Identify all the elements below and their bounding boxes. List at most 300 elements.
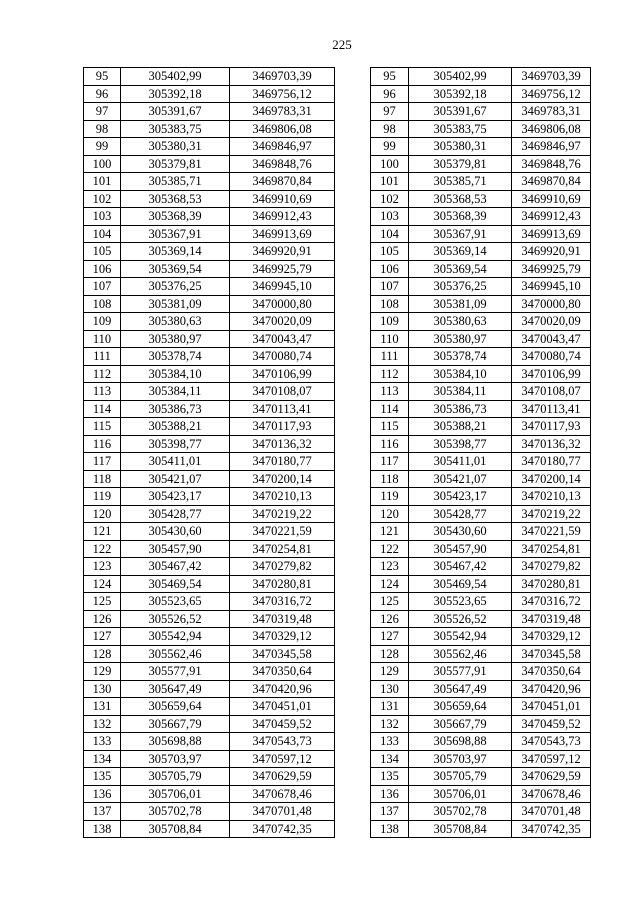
x-coordinate-cell: 305380,63 xyxy=(121,313,230,331)
point-number-cell: 127 xyxy=(371,628,409,646)
point-number-cell: 105 xyxy=(84,243,121,261)
x-coordinate-cell: 305526,52 xyxy=(409,610,512,628)
y-coordinate-cell: 3469703,39 xyxy=(230,68,335,86)
table-row xyxy=(84,383,335,401)
point-number-cell: 126 xyxy=(371,610,409,628)
table-row xyxy=(84,715,335,733)
point-number-cell: 117 xyxy=(84,453,121,471)
point-number-cell: 116 xyxy=(84,435,121,453)
point-number-cell: 110 xyxy=(84,330,121,348)
table-row xyxy=(371,733,591,751)
point-number-cell: 138 xyxy=(371,820,409,838)
table-row xyxy=(371,383,591,401)
y-coordinate-cell: 3470117,93 xyxy=(512,418,591,436)
table-row xyxy=(371,138,591,156)
table-row xyxy=(371,680,591,698)
y-coordinate-cell: 3469920,91 xyxy=(230,243,335,261)
x-coordinate-cell: 305384,11 xyxy=(409,383,512,401)
y-coordinate-cell: 3470106,99 xyxy=(230,365,335,383)
table-row xyxy=(371,820,591,838)
table-row xyxy=(84,680,335,698)
table-row xyxy=(84,610,335,628)
x-coordinate-cell: 305379,81 xyxy=(121,155,230,173)
y-coordinate-cell: 3469703,39 xyxy=(512,68,591,86)
x-coordinate-cell: 305469,54 xyxy=(121,575,230,593)
table-row xyxy=(84,768,335,786)
table-row xyxy=(84,120,335,138)
x-coordinate-cell: 305378,74 xyxy=(121,348,230,366)
point-number-cell: 131 xyxy=(84,698,121,716)
table-row xyxy=(371,523,591,541)
y-coordinate-cell: 3470043,47 xyxy=(230,330,335,348)
table-row xyxy=(84,698,335,716)
table-row xyxy=(371,768,591,786)
x-coordinate-cell: 305467,42 xyxy=(409,558,512,576)
y-coordinate-cell: 3470543,73 xyxy=(512,733,591,751)
point-number-cell: 97 xyxy=(371,103,409,121)
point-number-cell: 122 xyxy=(84,540,121,558)
y-coordinate-cell: 3470597,12 xyxy=(512,750,591,768)
x-coordinate-cell: 305705,79 xyxy=(121,768,230,786)
point-number-cell: 127 xyxy=(84,628,121,646)
x-coordinate-cell: 305376,25 xyxy=(121,278,230,296)
point-number-cell: 100 xyxy=(84,155,121,173)
x-coordinate-cell: 305402,99 xyxy=(121,68,230,86)
x-coordinate-cell: 305542,94 xyxy=(121,628,230,646)
point-number-cell: 137 xyxy=(84,803,121,821)
right-coordinates-table xyxy=(370,67,591,838)
table-row xyxy=(371,593,591,611)
x-coordinate-cell: 305368,39 xyxy=(121,208,230,226)
x-coordinate-cell: 305411,01 xyxy=(121,453,230,471)
table-row xyxy=(371,365,591,383)
y-coordinate-cell: 3469806,08 xyxy=(512,120,591,138)
x-coordinate-cell: 305391,67 xyxy=(409,103,512,121)
table-row xyxy=(371,155,591,173)
table-row xyxy=(371,260,591,278)
point-number-cell: 130 xyxy=(371,680,409,698)
x-coordinate-cell: 305378,74 xyxy=(409,348,512,366)
table-row xyxy=(371,225,591,243)
point-number-cell: 101 xyxy=(371,173,409,191)
y-coordinate-cell: 3469756,12 xyxy=(230,85,335,103)
y-coordinate-cell: 3470279,82 xyxy=(230,558,335,576)
table-row xyxy=(371,330,591,348)
x-coordinate-cell: 305526,52 xyxy=(121,610,230,628)
y-coordinate-cell: 3470280,81 xyxy=(512,575,591,593)
y-coordinate-cell: 3470180,77 xyxy=(230,453,335,471)
point-number-cell: 119 xyxy=(84,488,121,506)
y-coordinate-cell: 3469910,69 xyxy=(512,190,591,208)
table-row xyxy=(84,365,335,383)
table-row xyxy=(84,505,335,523)
y-coordinate-cell: 3470254,81 xyxy=(230,540,335,558)
table-row xyxy=(84,138,335,156)
x-coordinate-cell: 305384,10 xyxy=(409,365,512,383)
x-coordinate-cell: 305385,71 xyxy=(409,173,512,191)
y-coordinate-cell: 3469925,79 xyxy=(230,260,335,278)
y-coordinate-cell: 3470420,96 xyxy=(230,680,335,698)
x-coordinate-cell: 305380,97 xyxy=(121,330,230,348)
table-row xyxy=(84,85,335,103)
x-coordinate-cell: 305388,21 xyxy=(121,418,230,436)
table-row xyxy=(371,418,591,436)
y-coordinate-cell: 3469912,43 xyxy=(230,208,335,226)
y-coordinate-cell: 3470136,32 xyxy=(230,435,335,453)
y-coordinate-cell: 3470219,22 xyxy=(512,505,591,523)
point-number-cell: 99 xyxy=(84,138,121,156)
x-coordinate-cell: 305388,21 xyxy=(409,418,512,436)
table-row xyxy=(371,715,591,733)
table-row xyxy=(371,488,591,506)
point-number-cell: 136 xyxy=(371,785,409,803)
x-coordinate-cell: 305706,01 xyxy=(409,785,512,803)
table-row xyxy=(371,103,591,121)
y-coordinate-cell: 3470319,48 xyxy=(512,610,591,628)
y-coordinate-cell: 3470221,59 xyxy=(230,523,335,541)
x-coordinate-cell: 305647,49 xyxy=(409,680,512,698)
y-coordinate-cell: 3469870,84 xyxy=(512,173,591,191)
y-coordinate-cell: 3470113,41 xyxy=(230,400,335,418)
point-number-cell: 111 xyxy=(84,348,121,366)
table-row xyxy=(371,803,591,821)
x-coordinate-cell: 305562,46 xyxy=(121,645,230,663)
x-coordinate-cell: 305428,77 xyxy=(409,505,512,523)
point-number-cell: 121 xyxy=(371,523,409,541)
point-number-cell: 136 xyxy=(84,785,121,803)
y-coordinate-cell: 3470043,47 xyxy=(512,330,591,348)
x-coordinate-cell: 305380,31 xyxy=(409,138,512,156)
y-coordinate-cell: 3470080,74 xyxy=(512,348,591,366)
point-number-cell: 106 xyxy=(84,260,121,278)
y-coordinate-cell: 3469912,43 xyxy=(512,208,591,226)
point-number-cell: 135 xyxy=(371,768,409,786)
point-number-cell: 98 xyxy=(84,120,121,138)
point-number-cell: 123 xyxy=(84,558,121,576)
point-number-cell: 132 xyxy=(84,715,121,733)
point-number-cell: 108 xyxy=(84,295,121,313)
y-coordinate-cell: 3470136,32 xyxy=(512,435,591,453)
y-coordinate-cell: 3470742,35 xyxy=(230,820,335,838)
y-coordinate-cell: 3470000,80 xyxy=(512,295,591,313)
y-coordinate-cell: 3470108,07 xyxy=(512,383,591,401)
y-coordinate-cell: 3469806,08 xyxy=(230,120,335,138)
left-table-body xyxy=(84,68,335,838)
table-row xyxy=(371,208,591,226)
x-coordinate-cell: 305421,07 xyxy=(409,470,512,488)
x-coordinate-cell: 305385,71 xyxy=(121,173,230,191)
table-row xyxy=(84,593,335,611)
table-row xyxy=(84,103,335,121)
y-coordinate-cell: 3470200,14 xyxy=(512,470,591,488)
point-number-cell: 129 xyxy=(371,663,409,681)
table-row xyxy=(84,400,335,418)
x-coordinate-cell: 305368,53 xyxy=(409,190,512,208)
point-number-cell: 96 xyxy=(84,85,121,103)
x-coordinate-cell: 305430,60 xyxy=(409,523,512,541)
point-number-cell: 109 xyxy=(371,313,409,331)
point-number-cell: 133 xyxy=(84,733,121,751)
point-number-cell: 128 xyxy=(371,645,409,663)
point-number-cell: 120 xyxy=(371,505,409,523)
x-coordinate-cell: 305381,09 xyxy=(409,295,512,313)
x-coordinate-cell: 305380,63 xyxy=(409,313,512,331)
point-number-cell: 124 xyxy=(371,575,409,593)
x-coordinate-cell: 305402,99 xyxy=(409,68,512,86)
y-coordinate-cell: 3469783,31 xyxy=(512,103,591,121)
x-coordinate-cell: 305421,07 xyxy=(121,470,230,488)
point-number-cell: 134 xyxy=(84,750,121,768)
y-coordinate-cell: 3470219,22 xyxy=(230,505,335,523)
y-coordinate-cell: 3469913,69 xyxy=(230,225,335,243)
y-coordinate-cell: 3469910,69 xyxy=(230,190,335,208)
table-row xyxy=(84,278,335,296)
point-number-cell: 111 xyxy=(371,348,409,366)
x-coordinate-cell: 305457,90 xyxy=(409,540,512,558)
y-coordinate-cell: 3470678,46 xyxy=(512,785,591,803)
table-row xyxy=(84,785,335,803)
y-coordinate-cell: 3470742,35 xyxy=(512,820,591,838)
y-coordinate-cell: 3470350,64 xyxy=(512,663,591,681)
table-row xyxy=(371,558,591,576)
table-row xyxy=(84,173,335,191)
point-number-cell: 109 xyxy=(84,313,121,331)
point-number-cell: 102 xyxy=(371,190,409,208)
y-coordinate-cell: 3470420,96 xyxy=(512,680,591,698)
y-coordinate-cell: 3470254,81 xyxy=(512,540,591,558)
point-number-cell: 115 xyxy=(371,418,409,436)
table-row xyxy=(371,85,591,103)
y-coordinate-cell: 3470629,59 xyxy=(512,768,591,786)
point-number-cell: 114 xyxy=(371,400,409,418)
table-row xyxy=(371,750,591,768)
y-coordinate-cell: 3470117,93 xyxy=(230,418,335,436)
y-coordinate-cell: 3470279,82 xyxy=(512,558,591,576)
point-number-cell: 112 xyxy=(371,365,409,383)
table-row xyxy=(84,540,335,558)
point-number-cell: 137 xyxy=(371,803,409,821)
y-coordinate-cell: 3470597,12 xyxy=(230,750,335,768)
point-number-cell: 115 xyxy=(84,418,121,436)
table-row xyxy=(84,803,335,821)
table-row xyxy=(371,540,591,558)
x-coordinate-cell: 305647,49 xyxy=(121,680,230,698)
point-number-cell: 130 xyxy=(84,680,121,698)
point-number-cell: 118 xyxy=(84,470,121,488)
y-coordinate-cell: 3470113,41 xyxy=(512,400,591,418)
table-row xyxy=(371,575,591,593)
y-coordinate-cell: 3469846,97 xyxy=(230,138,335,156)
x-coordinate-cell: 305383,75 xyxy=(409,120,512,138)
x-coordinate-cell: 305667,79 xyxy=(121,715,230,733)
table-row xyxy=(84,645,335,663)
point-number-cell: 138 xyxy=(84,820,121,838)
table-row xyxy=(371,313,591,331)
table-row xyxy=(371,698,591,716)
x-coordinate-cell: 305703,97 xyxy=(121,750,230,768)
x-coordinate-cell: 305381,09 xyxy=(121,295,230,313)
table-row xyxy=(84,295,335,313)
x-coordinate-cell: 305708,84 xyxy=(121,820,230,838)
x-coordinate-cell: 305577,91 xyxy=(409,663,512,681)
point-number-cell: 133 xyxy=(371,733,409,751)
point-number-cell: 96 xyxy=(371,85,409,103)
y-coordinate-cell: 3469920,91 xyxy=(512,243,591,261)
y-coordinate-cell: 3470701,48 xyxy=(512,803,591,821)
point-number-cell: 121 xyxy=(84,523,121,541)
table-row xyxy=(371,243,591,261)
table-row xyxy=(371,628,591,646)
x-coordinate-cell: 305523,65 xyxy=(121,593,230,611)
y-coordinate-cell: 3470210,13 xyxy=(512,488,591,506)
point-number-cell: 135 xyxy=(84,768,121,786)
table-row xyxy=(371,663,591,681)
y-coordinate-cell: 3470678,46 xyxy=(230,785,335,803)
y-coordinate-cell: 3469945,10 xyxy=(512,278,591,296)
table-row xyxy=(84,208,335,226)
y-coordinate-cell: 3470200,14 xyxy=(230,470,335,488)
x-coordinate-cell: 305369,54 xyxy=(409,260,512,278)
y-coordinate-cell: 3469945,10 xyxy=(230,278,335,296)
x-coordinate-cell: 305577,91 xyxy=(121,663,230,681)
x-coordinate-cell: 305708,84 xyxy=(409,820,512,838)
point-number-cell: 120 xyxy=(84,505,121,523)
point-number-cell: 122 xyxy=(371,540,409,558)
x-coordinate-cell: 305392,18 xyxy=(121,85,230,103)
point-number-cell: 114 xyxy=(84,400,121,418)
y-coordinate-cell: 3470221,59 xyxy=(512,523,591,541)
x-coordinate-cell: 305369,54 xyxy=(121,260,230,278)
point-number-cell: 107 xyxy=(84,278,121,296)
y-coordinate-cell: 3470210,13 xyxy=(230,488,335,506)
table-row xyxy=(84,68,335,86)
point-number-cell: 102 xyxy=(84,190,121,208)
table-row xyxy=(371,610,591,628)
x-coordinate-cell: 305398,77 xyxy=(409,435,512,453)
table-row xyxy=(371,470,591,488)
table-row xyxy=(84,418,335,436)
y-coordinate-cell: 3470459,52 xyxy=(230,715,335,733)
x-coordinate-cell: 305379,81 xyxy=(409,155,512,173)
table-row xyxy=(84,523,335,541)
x-coordinate-cell: 305384,10 xyxy=(121,365,230,383)
y-coordinate-cell: 3470319,48 xyxy=(230,610,335,628)
x-coordinate-cell: 305386,73 xyxy=(121,400,230,418)
table-row xyxy=(84,558,335,576)
table-row xyxy=(84,488,335,506)
table-row xyxy=(84,313,335,331)
table-row xyxy=(371,645,591,663)
x-coordinate-cell: 305542,94 xyxy=(409,628,512,646)
table-row xyxy=(371,68,591,86)
point-number-cell: 126 xyxy=(84,610,121,628)
x-coordinate-cell: 305703,97 xyxy=(409,750,512,768)
x-coordinate-cell: 305423,17 xyxy=(409,488,512,506)
x-coordinate-cell: 305706,01 xyxy=(121,785,230,803)
table-row xyxy=(371,173,591,191)
x-coordinate-cell: 305369,14 xyxy=(409,243,512,261)
point-number-cell: 101 xyxy=(84,173,121,191)
table-row xyxy=(84,733,335,751)
x-coordinate-cell: 305411,01 xyxy=(409,453,512,471)
x-coordinate-cell: 305702,78 xyxy=(121,803,230,821)
x-coordinate-cell: 305380,97 xyxy=(409,330,512,348)
x-coordinate-cell: 305392,18 xyxy=(409,85,512,103)
page-number: 225 xyxy=(332,37,352,52)
y-coordinate-cell: 3470020,09 xyxy=(512,313,591,331)
y-coordinate-cell: 3470020,09 xyxy=(230,313,335,331)
table-row xyxy=(84,435,335,453)
x-coordinate-cell: 305368,39 xyxy=(409,208,512,226)
y-coordinate-cell: 3470108,07 xyxy=(230,383,335,401)
point-number-cell: 124 xyxy=(84,575,121,593)
point-number-cell: 128 xyxy=(84,645,121,663)
x-coordinate-cell: 305367,91 xyxy=(409,225,512,243)
x-coordinate-cell: 305383,75 xyxy=(121,120,230,138)
point-number-cell: 132 xyxy=(371,715,409,733)
table-row xyxy=(84,575,335,593)
y-coordinate-cell: 3470629,59 xyxy=(230,768,335,786)
y-coordinate-cell: 3470280,81 xyxy=(230,575,335,593)
table-row xyxy=(371,505,591,523)
point-number-cell: 131 xyxy=(371,698,409,716)
table-row xyxy=(371,400,591,418)
point-number-cell: 100 xyxy=(371,155,409,173)
table-row xyxy=(371,295,591,313)
point-number-cell: 106 xyxy=(371,260,409,278)
table-row xyxy=(371,190,591,208)
table-row xyxy=(84,470,335,488)
point-number-cell: 95 xyxy=(371,68,409,86)
y-coordinate-cell: 3470316,72 xyxy=(230,593,335,611)
x-coordinate-cell: 305380,31 xyxy=(121,138,230,156)
point-number-cell: 103 xyxy=(84,208,121,226)
point-number-cell: 105 xyxy=(371,243,409,261)
table-row xyxy=(84,190,335,208)
point-number-cell: 134 xyxy=(371,750,409,768)
x-coordinate-cell: 305705,79 xyxy=(409,768,512,786)
table-row xyxy=(84,155,335,173)
y-coordinate-cell: 3470000,80 xyxy=(230,295,335,313)
table-row xyxy=(371,435,591,453)
point-number-cell: 104 xyxy=(84,225,121,243)
point-number-cell: 112 xyxy=(84,365,121,383)
y-coordinate-cell: 3469848,76 xyxy=(512,155,591,173)
point-number-cell: 117 xyxy=(371,453,409,471)
x-coordinate-cell: 305376,25 xyxy=(409,278,512,296)
table-row xyxy=(371,348,591,366)
point-number-cell: 97 xyxy=(84,103,121,121)
table-row xyxy=(84,243,335,261)
table-row xyxy=(84,820,335,838)
point-number-cell: 119 xyxy=(371,488,409,506)
point-number-cell: 129 xyxy=(84,663,121,681)
table-row xyxy=(371,120,591,138)
y-coordinate-cell: 3470329,12 xyxy=(230,628,335,646)
table-row xyxy=(84,628,335,646)
x-coordinate-cell: 305430,60 xyxy=(121,523,230,541)
point-number-cell: 116 xyxy=(371,435,409,453)
x-coordinate-cell: 305469,54 xyxy=(409,575,512,593)
x-coordinate-cell: 305368,53 xyxy=(121,190,230,208)
y-coordinate-cell: 3470345,58 xyxy=(512,645,591,663)
point-number-cell: 125 xyxy=(84,593,121,611)
y-coordinate-cell: 3470451,01 xyxy=(230,698,335,716)
point-number-cell: 110 xyxy=(371,330,409,348)
x-coordinate-cell: 305667,79 xyxy=(409,715,512,733)
y-coordinate-cell: 3469925,79 xyxy=(512,260,591,278)
point-number-cell: 123 xyxy=(371,558,409,576)
